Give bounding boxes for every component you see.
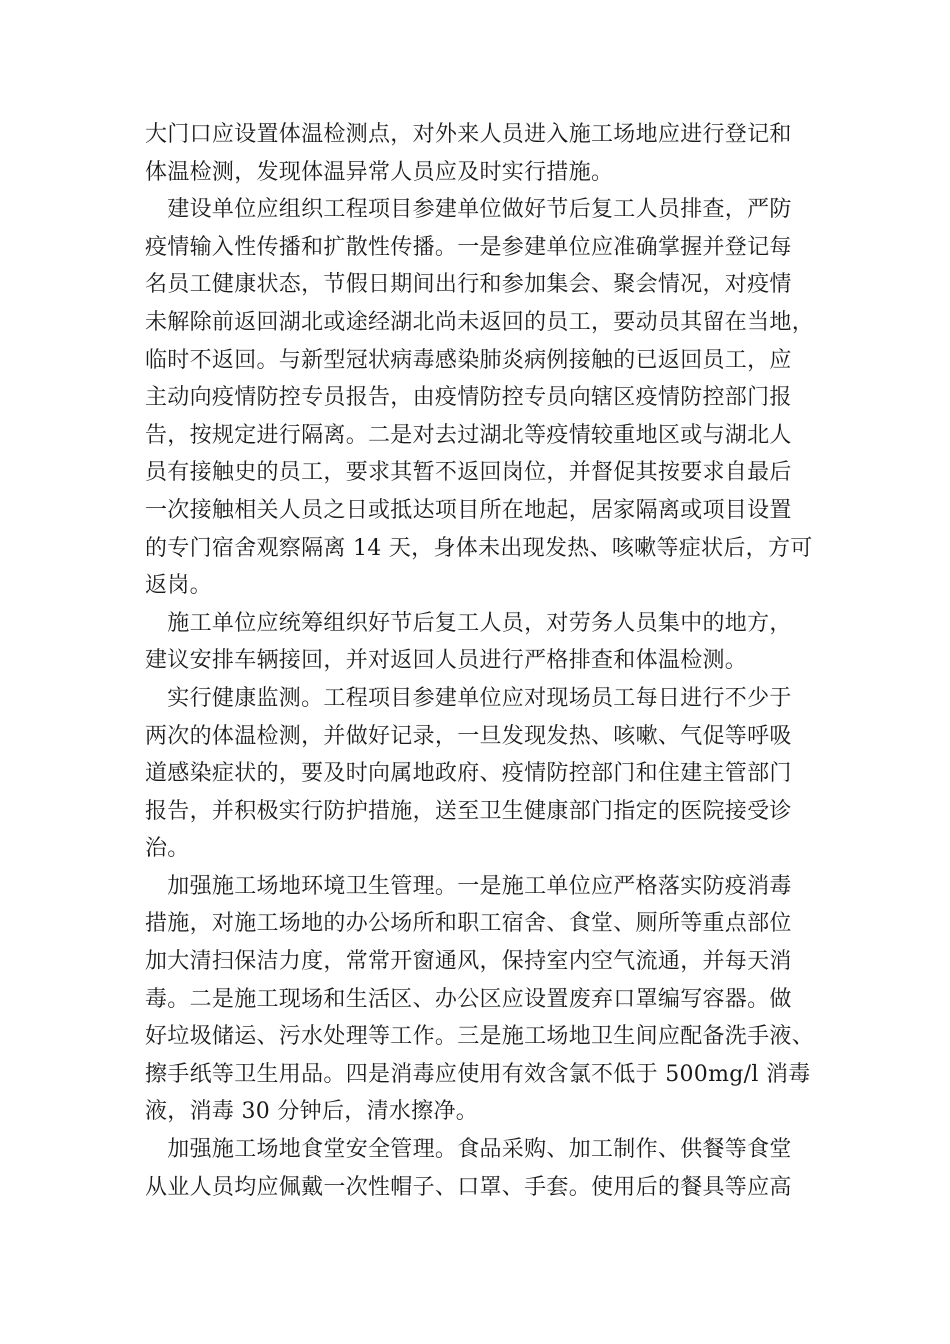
text-line: 措施，对施工场地的办公场所和职工宿舍、食堂、厕所等重点部位: [145, 911, 792, 937]
text-line: 从业人员均应佩戴一次性帽子、口罩、手套。使用后的餐具等应高: [145, 1174, 792, 1200]
text-line: 毒。二是施工现场和生活区、办公区应设置废弃口罩编写容器。做: [145, 986, 792, 1012]
text-line: 建议安排车辆接回，并对返回人员进行严格排查和体温检测。: [145, 648, 748, 674]
text-line: 员有接触史的员工，要求其暂不返回岗位，并督促其按要求自最后: [145, 460, 792, 486]
text-line: 一次接触相关人员之日或抵达项目所在地起，居家隔离或项目设置: [145, 497, 792, 523]
text-line: 治。: [145, 836, 190, 862]
text-line: 的专门宿舍观察隔离 14 天，身体未出现发热、咳嗽等症状后，方可: [145, 535, 813, 561]
paragraph-3: [145, 605, 810, 680]
document-body: [145, 116, 815, 1206]
text-line: 擦手纸等卫生用品。四是消毒应使用有效含氯不低于 500mg/l 消毒: [145, 1061, 811, 1087]
text-line: 液，消毒 30 分钟后，清水擦净。: [145, 1099, 479, 1125]
paragraph-2: [145, 191, 815, 605]
text-line: 建设单位应组织工程项目参建单位做好节后复工人员排查，严防: [145, 197, 792, 223]
text-line: 主动向疫情防控专员报告，由疫情防控专员向辖区疫情防控部门报: [145, 385, 792, 411]
text-line: 实行健康监测。工程项目参建单位应对现场员工每日进行不少于: [145, 685, 792, 711]
text-line: 好垃圾储运、污水处理等工作。三是施工场地卫生间应配备洗手液、: [145, 1024, 815, 1050]
text-line: 加强施工场地环境卫生管理。一是施工单位应严格落实防疫消毒: [145, 873, 792, 899]
text-line: 加强施工场地食堂安全管理。食品采购、加工制作、供餐等食堂: [145, 1137, 792, 1163]
text-line: 加大清扫保洁力度，常常开窗通风，保持室内空气流通，并每天消: [145, 949, 792, 975]
text-line: 临时不返回。与新型冠状病毒感染肺炎病例接触的已返回员工，应: [145, 347, 792, 373]
text-line: 返岗。: [145, 573, 212, 599]
text-line: 两次的体温检测，并做好记录，一旦发现发热、咳嗽、气促等呼吸: [145, 723, 792, 749]
text-line: 道感染症状的，要及时向属地政府、疫情防控部门和住建主管部门: [145, 761, 792, 787]
paragraph-1: [145, 116, 810, 191]
text-line: 报告，并积极实行防护措施，送至卫生健康部门指定的医院接受诊: [145, 798, 792, 824]
text-line: 大门口应设置体温检测点，对外来人员进入施工场地应进行登记和: [145, 122, 792, 147]
paragraph-6: [145, 1131, 810, 1206]
text-line: 疫情输入性传播和扩散性传播。一是参建单位应准确掌握并登记每: [145, 234, 792, 260]
text-line: 施工单位应统筹组织好节后复工人员，对劳务人员集中的地方，: [145, 610, 792, 636]
text-line: 告，按规定进行隔离。二是对去过湖北等疫情较重地区或与湖北人: [145, 422, 792, 448]
paragraph-5: [145, 868, 815, 1131]
text-line: 体温检测，发现体温异常人员应及时实行措施。: [145, 159, 614, 185]
text-line: 名员工健康状态，节假日期间出行和参加集会、聚会情况，对疫情: [145, 272, 792, 298]
paragraph-4: [145, 680, 810, 868]
text-line: 未解除前返回湖北或途经湖北尚未返回的员工，要动员其留在当地，: [145, 309, 815, 335]
